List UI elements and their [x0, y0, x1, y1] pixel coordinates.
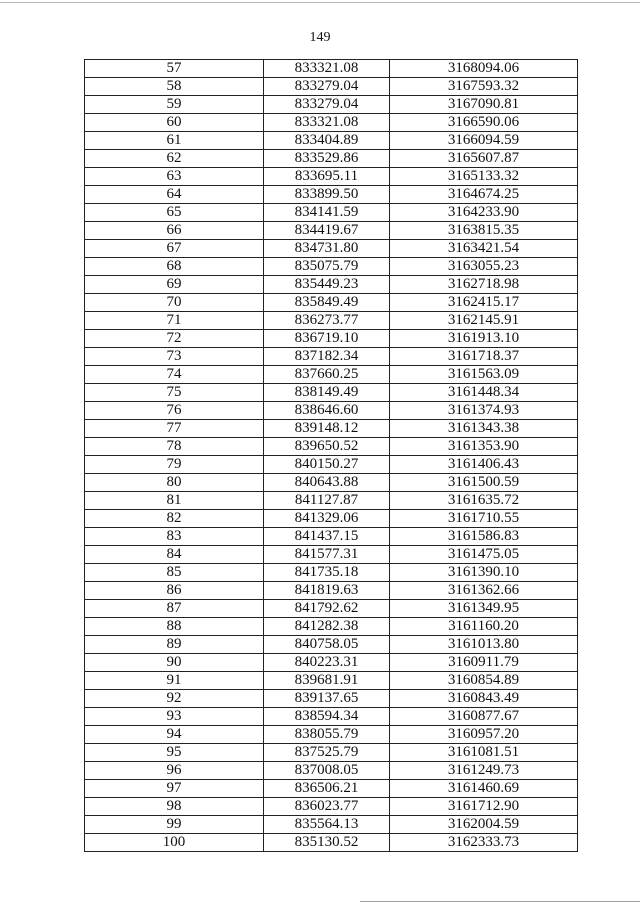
x-coordinate-cell: 841819.63 [264, 582, 390, 600]
y-coordinate-cell: 3161913.10 [390, 330, 578, 348]
x-coordinate-cell: 840758.05 [264, 636, 390, 654]
point-number-cell: 88 [85, 618, 264, 636]
table-row [85, 132, 578, 150]
table-row [85, 222, 578, 240]
y-coordinate-cell: 3161718.37 [390, 348, 578, 366]
x-coordinate-cell: 834419.67 [264, 222, 390, 240]
table-row [85, 312, 578, 330]
point-number-cell: 74 [85, 366, 264, 384]
x-coordinate-cell: 840643.88 [264, 474, 390, 492]
point-number-cell: 90 [85, 654, 264, 672]
point-number-cell: 81 [85, 492, 264, 510]
y-coordinate-cell: 3167090.81 [390, 96, 578, 114]
point-number-cell: 99 [85, 816, 264, 834]
y-coordinate-cell: 3161460.69 [390, 780, 578, 798]
bottom-rule [360, 901, 640, 902]
y-coordinate-cell: 3167593.32 [390, 78, 578, 96]
y-coordinate-cell: 3161390.10 [390, 564, 578, 582]
x-coordinate-cell: 837660.25 [264, 366, 390, 384]
x-coordinate-cell: 841329.06 [264, 510, 390, 528]
table-row [85, 60, 578, 78]
x-coordinate-cell: 835449.23 [264, 276, 390, 294]
x-coordinate-cell: 839681.91 [264, 672, 390, 690]
x-coordinate-cell: 840150.27 [264, 456, 390, 474]
table-row [85, 780, 578, 798]
y-coordinate-cell: 3161635.72 [390, 492, 578, 510]
point-number-cell: 96 [85, 762, 264, 780]
y-coordinate-cell: 3160877.67 [390, 708, 578, 726]
point-number-cell: 92 [85, 690, 264, 708]
table-row [85, 366, 578, 384]
x-coordinate-cell: 833279.04 [264, 78, 390, 96]
table-row [85, 708, 578, 726]
x-coordinate-cell: 836273.77 [264, 312, 390, 330]
table-row [85, 276, 578, 294]
point-number-cell: 100 [85, 834, 264, 852]
table-row [85, 744, 578, 762]
y-coordinate-cell: 3161710.55 [390, 510, 578, 528]
x-coordinate-cell: 837525.79 [264, 744, 390, 762]
point-number-cell: 85 [85, 564, 264, 582]
x-coordinate-cell: 841127.87 [264, 492, 390, 510]
point-number-cell: 66 [85, 222, 264, 240]
page-number: 149 [309, 30, 331, 45]
x-coordinate-cell: 841282.38 [264, 618, 390, 636]
table-row [85, 330, 578, 348]
y-coordinate-cell: 3161475.05 [390, 546, 578, 564]
table-row [85, 528, 578, 546]
x-coordinate-cell: 833899.50 [264, 186, 390, 204]
y-coordinate-cell: 3164674.25 [390, 186, 578, 204]
x-coordinate-cell: 833404.89 [264, 132, 390, 150]
y-coordinate-cell: 3161081.51 [390, 744, 578, 762]
x-coordinate-cell: 837182.34 [264, 348, 390, 366]
y-coordinate-cell: 3161500.59 [390, 474, 578, 492]
y-coordinate-cell: 3161353.90 [390, 438, 578, 456]
x-coordinate-cell: 838594.34 [264, 708, 390, 726]
table-row [85, 690, 578, 708]
y-coordinate-cell: 3162415.17 [390, 294, 578, 312]
x-coordinate-cell: 835564.13 [264, 816, 390, 834]
x-coordinate-cell: 838149.49 [264, 384, 390, 402]
point-number-cell: 59 [85, 96, 264, 114]
y-coordinate-cell: 3162004.59 [390, 816, 578, 834]
point-number-cell: 84 [85, 546, 264, 564]
point-number-cell: 94 [85, 726, 264, 744]
y-coordinate-cell: 3163421.54 [390, 240, 578, 258]
y-coordinate-cell: 3165607.87 [390, 150, 578, 168]
point-number-cell: 78 [85, 438, 264, 456]
table-row [85, 654, 578, 672]
y-coordinate-cell: 3166094.59 [390, 132, 578, 150]
point-number-cell: 76 [85, 402, 264, 420]
y-coordinate-cell: 3161249.73 [390, 762, 578, 780]
table-row [85, 546, 578, 564]
table-row [85, 726, 578, 744]
table-row [85, 438, 578, 456]
y-coordinate-cell: 3161374.93 [390, 402, 578, 420]
table-row [85, 618, 578, 636]
x-coordinate-cell: 841735.18 [264, 564, 390, 582]
point-number-cell: 69 [85, 276, 264, 294]
y-coordinate-cell: 3160911.79 [390, 654, 578, 672]
y-coordinate-cell: 3162333.73 [390, 834, 578, 852]
point-number-cell: 75 [85, 384, 264, 402]
point-number-cell: 58 [85, 78, 264, 96]
point-number-cell: 60 [85, 114, 264, 132]
y-coordinate-cell: 3160957.20 [390, 726, 578, 744]
x-coordinate-cell: 833279.04 [264, 96, 390, 114]
x-coordinate-cell: 833321.08 [264, 114, 390, 132]
x-coordinate-cell: 834731.80 [264, 240, 390, 258]
x-coordinate-cell: 840223.31 [264, 654, 390, 672]
table-row [85, 564, 578, 582]
x-coordinate-cell: 833321.08 [264, 60, 390, 78]
y-coordinate-cell: 3161712.90 [390, 798, 578, 816]
point-number-cell: 93 [85, 708, 264, 726]
y-coordinate-cell: 3164233.90 [390, 204, 578, 222]
point-number-cell: 86 [85, 582, 264, 600]
table-row [85, 456, 578, 474]
y-coordinate-cell: 3163815.35 [390, 222, 578, 240]
table-row [85, 816, 578, 834]
table-row [85, 402, 578, 420]
x-coordinate-cell: 835849.49 [264, 294, 390, 312]
point-number-cell: 89 [85, 636, 264, 654]
point-number-cell: 68 [85, 258, 264, 276]
x-coordinate-cell: 836023.77 [264, 798, 390, 816]
x-coordinate-cell: 833695.11 [264, 168, 390, 186]
point-number-cell: 57 [85, 60, 264, 78]
point-number-cell: 62 [85, 150, 264, 168]
table-row [85, 150, 578, 168]
point-number-cell: 63 [85, 168, 264, 186]
table-row [85, 582, 578, 600]
point-number-cell: 67 [85, 240, 264, 258]
table-row [85, 114, 578, 132]
table-row [85, 204, 578, 222]
x-coordinate-cell: 839137.65 [264, 690, 390, 708]
point-number-cell: 70 [85, 294, 264, 312]
point-number-cell: 79 [85, 456, 264, 474]
point-number-cell: 83 [85, 528, 264, 546]
table-row [85, 294, 578, 312]
y-coordinate-cell: 3160843.49 [390, 690, 578, 708]
x-coordinate-cell: 834141.59 [264, 204, 390, 222]
y-coordinate-cell: 3165133.32 [390, 168, 578, 186]
point-number-cell: 73 [85, 348, 264, 366]
point-number-cell: 98 [85, 798, 264, 816]
x-coordinate-cell: 839148.12 [264, 420, 390, 438]
table-row [85, 672, 578, 690]
table-row [85, 240, 578, 258]
coordinate-table [84, 59, 578, 852]
y-coordinate-cell: 3163055.23 [390, 258, 578, 276]
table-row [85, 492, 578, 510]
table-row [85, 96, 578, 114]
point-number-cell: 95 [85, 744, 264, 762]
y-coordinate-cell: 3161160.20 [390, 618, 578, 636]
point-number-cell: 80 [85, 474, 264, 492]
table-row [85, 420, 578, 438]
x-coordinate-cell: 835075.79 [264, 258, 390, 276]
point-number-cell: 61 [85, 132, 264, 150]
table-row [85, 168, 578, 186]
top-rule [0, 2, 640, 3]
y-coordinate-cell: 3160854.89 [390, 672, 578, 690]
x-coordinate-cell: 836506.21 [264, 780, 390, 798]
table-row [85, 186, 578, 204]
table-row [85, 798, 578, 816]
table-row [85, 636, 578, 654]
table-row [85, 510, 578, 528]
y-coordinate-cell: 3161362.66 [390, 582, 578, 600]
point-number-cell: 91 [85, 672, 264, 690]
x-coordinate-cell: 838055.79 [264, 726, 390, 744]
x-coordinate-cell: 839650.52 [264, 438, 390, 456]
x-coordinate-cell: 841437.15 [264, 528, 390, 546]
coordinate-table-body [85, 60, 578, 852]
table-row [85, 600, 578, 618]
x-coordinate-cell: 833529.86 [264, 150, 390, 168]
y-coordinate-cell: 3161448.34 [390, 384, 578, 402]
point-number-cell: 71 [85, 312, 264, 330]
table-row [85, 384, 578, 402]
table-row [85, 834, 578, 852]
x-coordinate-cell: 837008.05 [264, 762, 390, 780]
y-coordinate-cell: 3161406.43 [390, 456, 578, 474]
y-coordinate-cell: 3161343.38 [390, 420, 578, 438]
table-row [85, 474, 578, 492]
y-coordinate-cell: 3161013.80 [390, 636, 578, 654]
table-row [85, 258, 578, 276]
y-coordinate-cell: 3162145.91 [390, 312, 578, 330]
table-row [85, 78, 578, 96]
point-number-cell: 82 [85, 510, 264, 528]
y-coordinate-cell: 3161563.09 [390, 366, 578, 384]
y-coordinate-cell: 3168094.06 [390, 60, 578, 78]
table-row [85, 762, 578, 780]
x-coordinate-cell: 841577.31 [264, 546, 390, 564]
y-coordinate-cell: 3166590.06 [390, 114, 578, 132]
point-number-cell: 97 [85, 780, 264, 798]
point-number-cell: 87 [85, 600, 264, 618]
point-number-cell: 72 [85, 330, 264, 348]
point-number-cell: 64 [85, 186, 264, 204]
y-coordinate-cell: 3161586.83 [390, 528, 578, 546]
table-row [85, 348, 578, 366]
y-coordinate-cell: 3162718.98 [390, 276, 578, 294]
x-coordinate-cell: 835130.52 [264, 834, 390, 852]
y-coordinate-cell: 3161349.95 [390, 600, 578, 618]
x-coordinate-cell: 841792.62 [264, 600, 390, 618]
point-number-cell: 65 [85, 204, 264, 222]
x-coordinate-cell: 836719.10 [264, 330, 390, 348]
x-coordinate-cell: 838646.60 [264, 402, 390, 420]
point-number-cell: 77 [85, 420, 264, 438]
